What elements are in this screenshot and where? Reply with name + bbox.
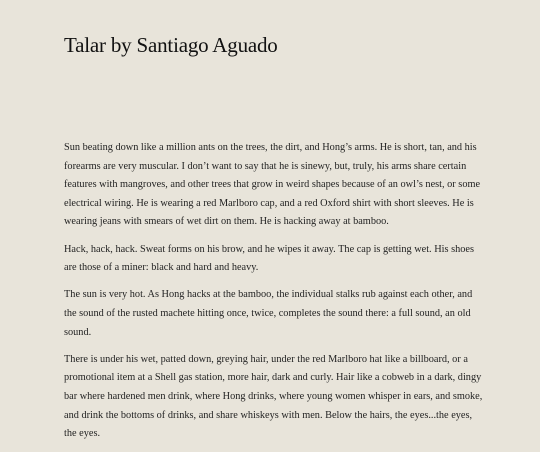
paragraph-1: Sun beating down like a million ants on the trees, the dirt, and Hong’s arms. He is short, tan, and his forearms are very muscular. I don’t want to say that he is sinewy, but, truly, his arms share certain features with mangroves, and other trees that grow in weird shapes because of an owl’s nest, or some electrical wiring. He is wearing a red Marlboro cap, and a red Oxford shirt with short sleeves. He is wearing jeans with smears of wet dirt on them. He is hacking away at bamboo. <box>64 142 481 228</box>
paragraph-2: Hack, hack, hack. Sweat forms on his brow, and he wipes it away. The cap is getting wet. His shoes are those of a miner: black and hard and heavy. <box>64 243 474 274</box>
article-body <box>64 139 484 452</box>
paragraph-4: There is under his wet, patted down, greying hair, under the red Marlboro hat like a billboard, or a promotional item at a Shell gas station, more hair, dark and curly. Hair like a cobweb in a dark, dingy bar where hardened men drink, where Hong drinks, where young women whisper in ears, and smoke, and drink the bottoms of drinks, and share whiskeys with men. Below the hairs, the eyes...the eyes, the eyes. <box>64 353 483 440</box>
page-title: Talar by Santiago Aguado <box>64 33 278 57</box>
paragraph-3: The sun is very hot. As Hong hacks at the bamboo, the individual stalks rub against each other, and the sound of the rusted machete hitting once, twice, completes the sound there: a full sound, an old sound. <box>64 289 473 338</box>
